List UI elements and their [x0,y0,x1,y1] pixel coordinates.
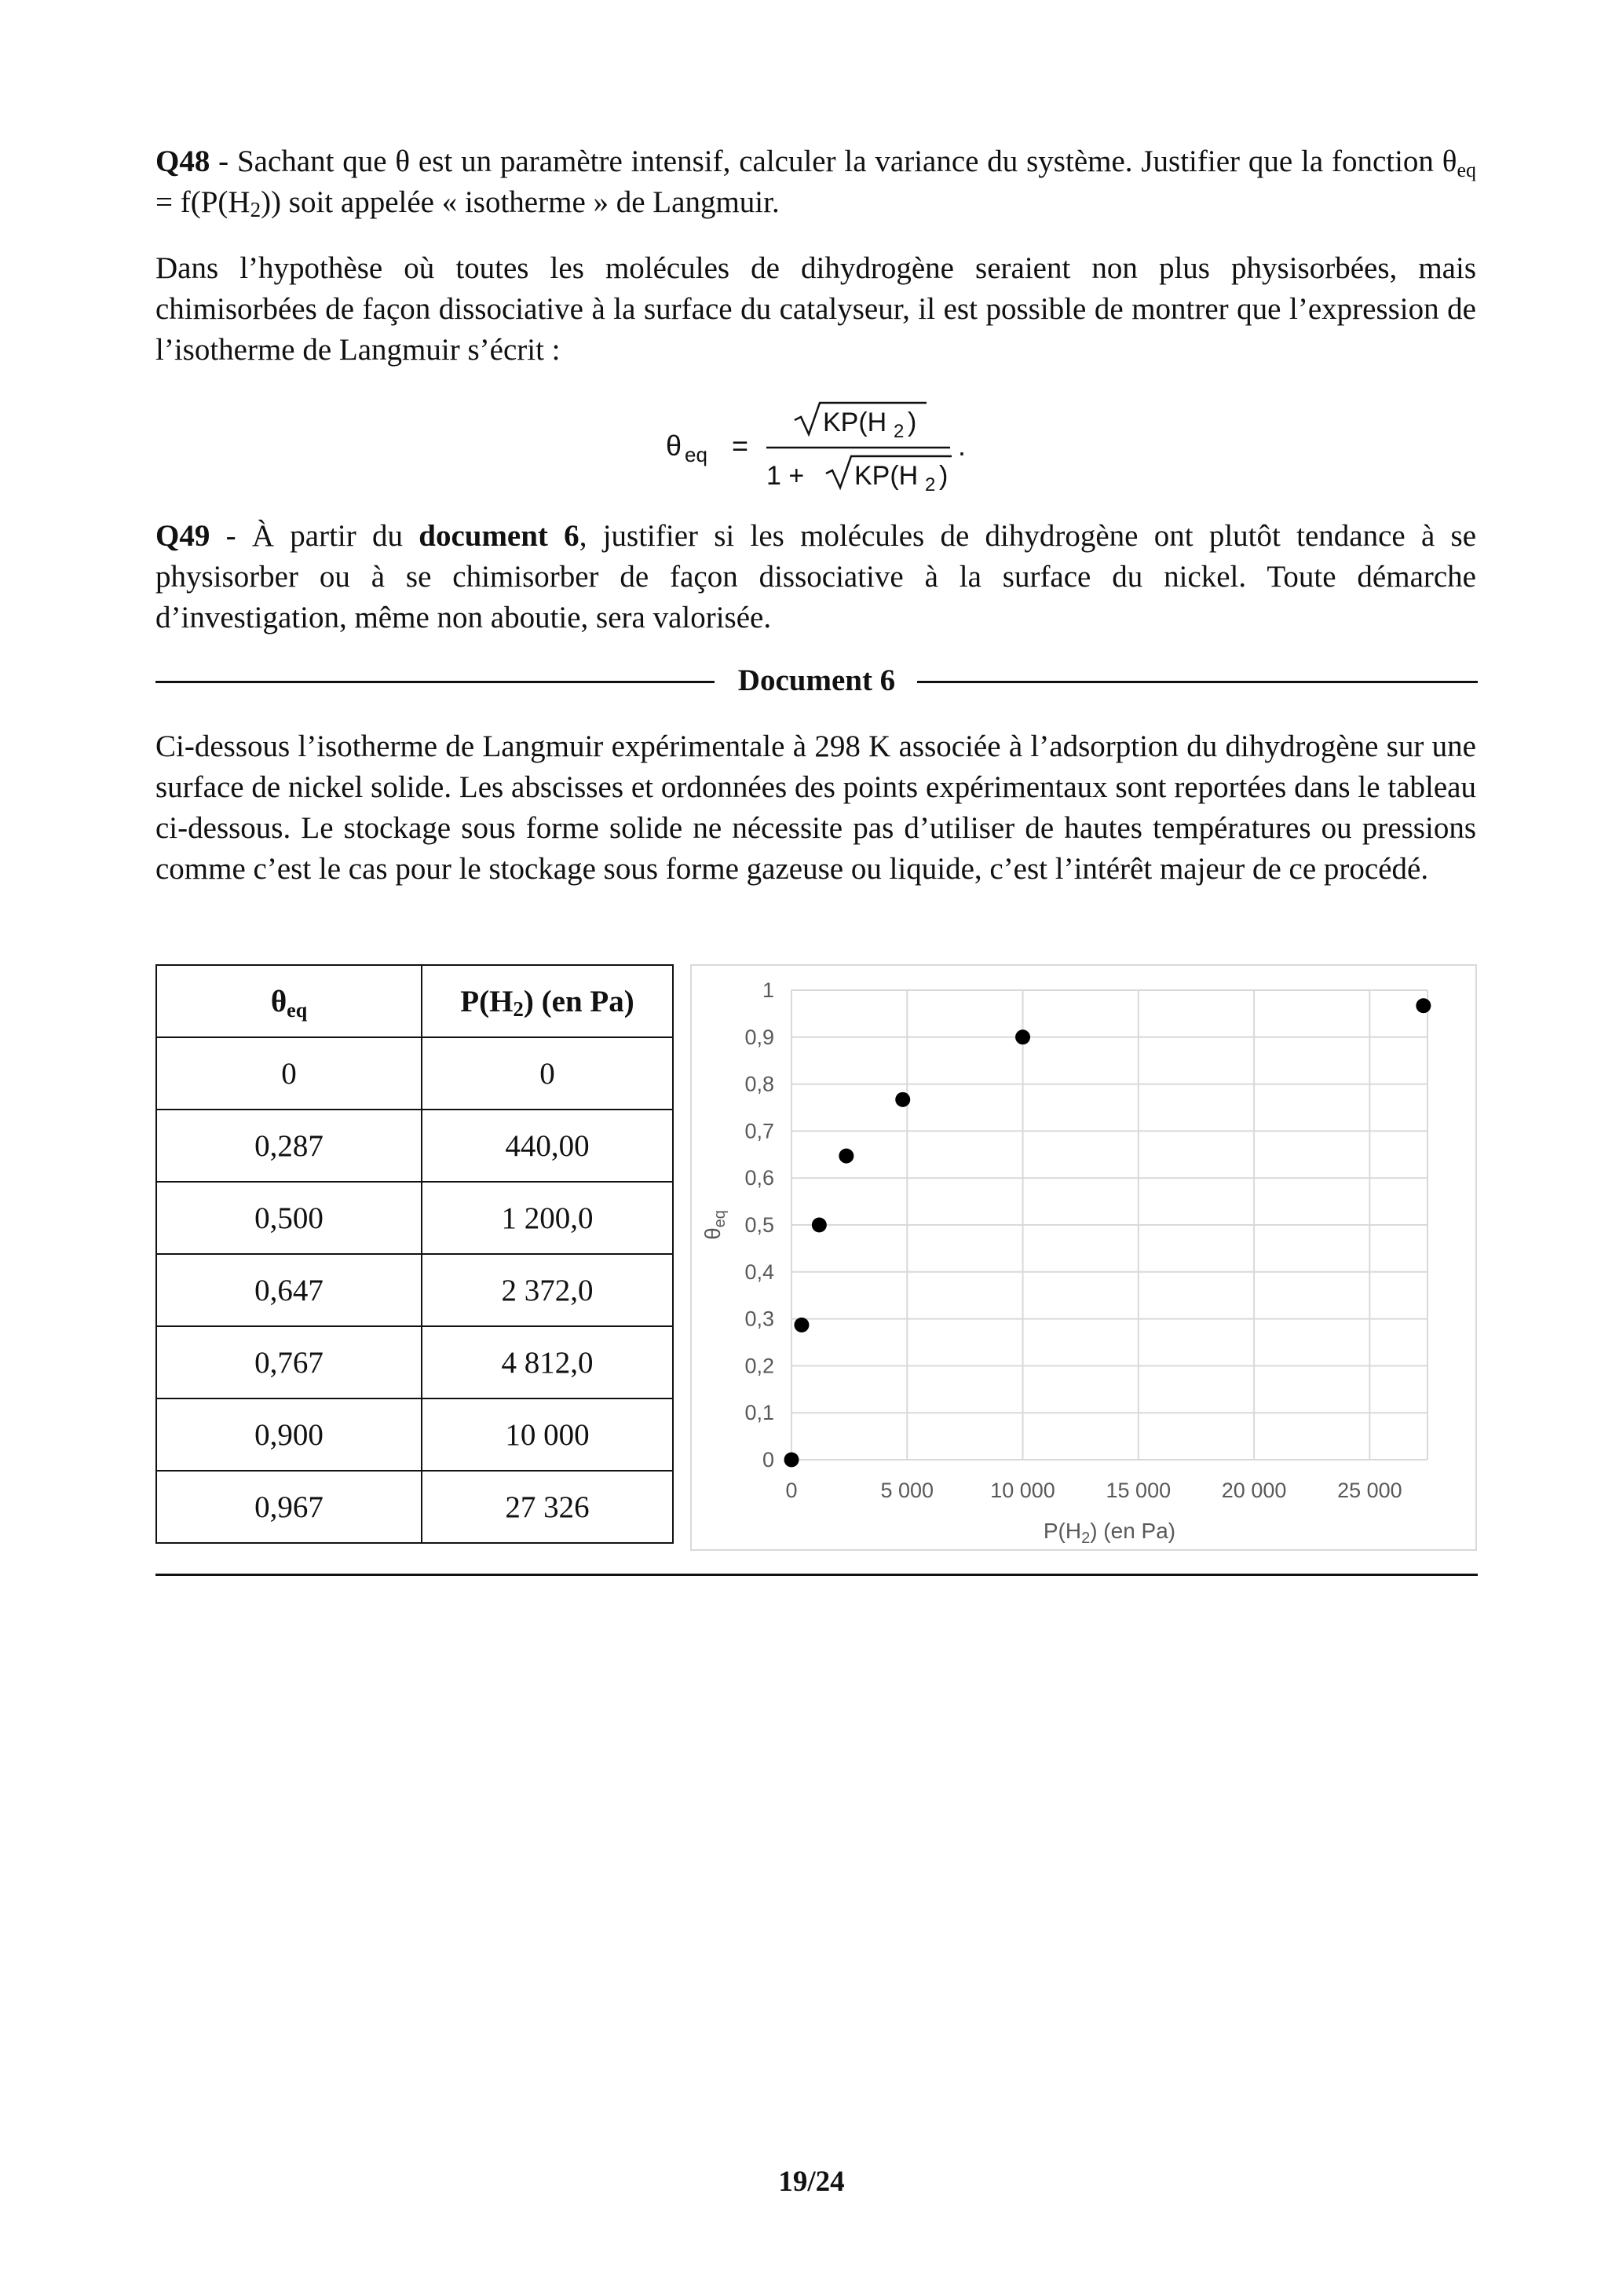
y-tick-labels [744,978,774,1472]
y-tick-label: 1 [762,978,774,1002]
theta-cell: 0,287 [156,1110,422,1182]
q49-text-2: , justifier si les molécules de dihydrogène ont plutôt tendance à se physisorber ou à se chimisorber de façon dissociative à la surface du nickel. Toute démarche d’investigation, même non aboutie, sera valorisée. [155,519,1476,634]
data-points [784,998,1431,1467]
document-end-rule [155,1574,1478,1576]
langmuir-formula [660,397,974,499]
q48-text-1: - Sachant que θ est un paramètre intensif, calculer la variance du système. Justifier que la fonction θ [210,144,1457,178]
theta-cell: 0 [156,1037,422,1110]
y-tick-label: 0,2 [744,1354,774,1378]
formula-denominator: KP(H [854,461,919,491]
x-tick-label: 10 000 [990,1479,1055,1502]
header-p-text: P(H [460,984,514,1018]
page-number: 19/24 [778,2166,845,2198]
x-tick-label: 20 000 [1221,1479,1287,1502]
theta-cell: 0,647 [156,1254,422,1326]
q49-doc-ref: document 6 [419,519,579,553]
table-row [156,1471,673,1543]
header-theta-sub: eq [287,998,308,1022]
header-p-end: ) (en Pa) [523,984,634,1018]
formula-lhs: θ [666,430,682,462]
data-point [1416,998,1431,1013]
header-pressure [422,965,673,1037]
formula-lhs-sub: eq [685,443,707,466]
y-tick-label: 0,3 [744,1307,774,1331]
isotherm-chart [692,966,1475,1549]
doc-rule-left [155,681,715,683]
formula-numerator-sub: 2 [894,421,905,442]
formula-numerator-end: ) [908,408,917,437]
data-point [1015,1029,1030,1044]
y-axis-label: $\theta_{eq}$ [700,1210,729,1240]
pressure-cell: 440,00 [422,1110,673,1182]
table-header-row [156,965,673,1037]
pressure-cell: 1 200,0 [422,1182,673,1254]
pressure-cell: 4 812,0 [422,1326,673,1398]
y-tick-label: 0,4 [744,1260,774,1284]
theta-cell: 0,767 [156,1326,422,1398]
data-table [155,964,674,1544]
x-tick-label: 0 [785,1479,798,1502]
x-tick-label: 15 000 [1106,1479,1172,1502]
formula-denominator-prefix: 1 + [766,461,805,491]
y-tick-label: 0,7 [744,1119,774,1143]
formula-svg [660,397,974,499]
q48-sub-eq: eq [1457,159,1476,181]
q49-label: Q49 [155,519,210,553]
data-point [794,1318,809,1333]
y-tick-label: 0 [762,1448,774,1472]
formula-end: . [958,430,967,462]
header-theta-symbol: θ [270,984,287,1018]
q49-paragraph [155,516,1476,638]
chart-grid [791,990,1427,1460]
header-theta [156,965,422,1037]
x-tick-labels [785,1479,1402,1502]
table-row [156,1110,673,1182]
document-title: Document 6 [737,664,896,697]
pressure-cell: 0 [422,1037,673,1110]
table-row [156,1254,673,1326]
data-point [784,1453,799,1468]
theta-cell: 0,900 [156,1398,422,1471]
data-point [812,1218,827,1233]
doc-rule-right [917,681,1478,683]
q48-text-3: )) soit appelée « isotherme » de Langmuir. [261,185,780,219]
q48-sub-2: 2 [250,198,261,221]
formula-denominator-sub: 2 [925,474,936,495]
q48-text-2: = f(P(H [155,185,250,219]
intro-paragraph: Dans l’hypothèse où toutes les molécules de dihydrogène seraient non plus physisorbées, mais chimisorbées de façon dissociative à la surface du catalyseur, il est possible de montrer que l’expression de l’isotherme de Langmuir s’écrit : [155,251,1476,367]
pressure-cell: 10 000 [422,1398,673,1471]
x-tick-label: 25 000 [1337,1479,1402,1502]
table-row [156,1182,673,1254]
theta-cell: 0,500 [156,1182,422,1254]
document-description: Ci-dessous l’isotherme de Langmuir expérimentale à 298 K associée à l’adsorption du dihydrogène sur une surface de nickel solide. Les abscisses et ordonnées des points expérimentaux sont reportées dans le tableau ci-dessous. Le stockage sous forme solide ne nécessite pas d’utiliser de hautes températures ou pressions comme c’est le cas pour le stockage sous forme gazeuse ou liquide, c’est l’intérêt majeur de ce procédé. [155,729,1476,886]
table-row [156,1326,673,1398]
x-axis-label: $P(H_2)$ (en Pa) [1043,1519,1176,1547]
formula-numerator: KP(H [823,408,887,437]
chart-frame [690,964,1477,1551]
formula-equals: = [732,430,749,462]
table-row [156,1398,673,1471]
table-row [156,1037,673,1110]
theta-cell: 0,967 [156,1471,422,1543]
formula-denominator-end: ) [939,461,949,491]
data-point [839,1149,854,1164]
pressure-cell: 27 326 [422,1471,673,1543]
q49-text-1: - À partir du [210,519,419,553]
y-tick-label: 0,1 [744,1401,774,1425]
y-tick-label: 0,6 [744,1166,774,1190]
pressure-cell: 2 372,0 [422,1254,673,1326]
y-tick-label: 0,9 [744,1025,774,1049]
x-tick-label: 5 000 [880,1479,934,1502]
q48-label: Q48 [155,144,210,178]
y-tick-label: 0,8 [744,1072,774,1096]
q48-paragraph [155,141,1476,223]
header-p-sub: 2 [513,996,524,1021]
data-point [895,1092,910,1107]
y-tick-label: 0,5 [744,1213,774,1237]
